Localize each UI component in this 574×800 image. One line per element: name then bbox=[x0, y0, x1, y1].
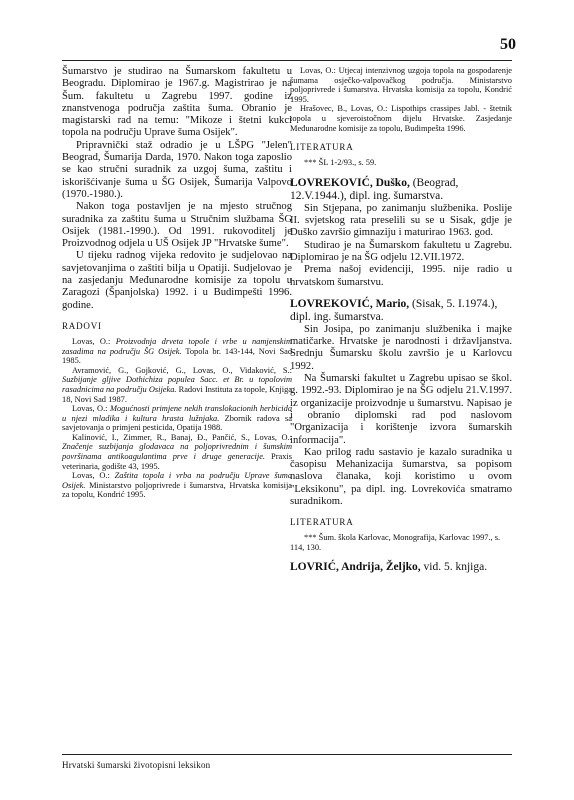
reference-item: Lovas, O.: Mogućnosti primjene nekih translokacionih herbicida u njezi mladika i kultura hrasta lužnjaka. Zbornik radova sa savjetovanja o primjeni pesticida, Opatija 1988. bbox=[62, 404, 293, 433]
bio-paragraph: U tijeku radnog vijeka redovito je sudjelovao na savjetovanjima o zaštiti bilja u Opatiji. Sudjelovao je na zasjedanju Međunarodne komisije za topolu u Zaragozi (Španjolska) 1992. i u Budimpešti 1996. godine. bbox=[62, 250, 292, 311]
literature-item: *** Šum. škola Karlovac, Monografija, Karlovac 1997., s. 114, 130. bbox=[290, 533, 501, 552]
bio-paragraph: Šumarstvo je studirao na Šumarskom fakultetu u Beogradu. Diplomirao je 1967.g. Magistrirao je na Šum. fakultetu u Zagrebu 1997. godine iz znanstvenoga područja zaštita šuma. Obranio je magistarski rad na temu: "Mikoze i štetni kukci topola na području Uprave šuma Osijek". bbox=[62, 66, 292, 139]
right-column bbox=[290, 66, 512, 574]
entry-paragraph: Sin Stjepana, po zanimanju službenika. Poslije II. svjetskog rata preselili su se u Sisak, gdje je Duško završio gimnaziju i maturirao 1963. god. bbox=[290, 202, 512, 239]
bio-paragraph: Pripravnički staž odradio je u LŠPG "Jelen" Beograd, Šumarija Darda, 1970. Nakon toga zaposlio se kao stručni suradnik za uzgoj šuma, zaštitu i iskorišćivanje šuma u ŠG Osijek, Šumarija Valpovo (1970.-1980.). bbox=[62, 139, 292, 200]
radovi-heading: RADOVI bbox=[62, 320, 102, 331]
reference-item: Lovas, O.: Utjecaj intenzivnog uzgoja topola na gospodarenje šumama osječko-valpovačkog područja. Ministarstvo poljoprivrede i šumarstva. Hrvatska komisija za topolu, Kondrić 1995. bbox=[290, 66, 513, 104]
left-column bbox=[62, 66, 292, 500]
reference-item: Lovas, O.: Proizvodnja drveta topole i vrbe u namjenskim zasadima na području ŠG Osijek. Topola br. 143-144, Novi Sad 1985. bbox=[62, 336, 293, 366]
literature-item: *** ŠL 1-2/93., s. 59. bbox=[304, 158, 377, 168]
reference-item: Avramović, G., Gojković, G., Lovas, O., Vidaković, S.: Suzbijanje gljive Dothichiza populea Sacc. et Br. u topolovim rasadnicima na području Osijeka. Radovi Instituta za topole, Knjiga 18, Novi Sad 1987. bbox=[62, 365, 292, 404]
header-rule bbox=[62, 60, 512, 61]
entry-paragraph: Sin Josipa, po zanimanju službenika i majke matičarke. Hrvatske je narodnosti i državljanstva. Srednju Šumarsku školu završio je u Karlovcu 1992. bbox=[290, 323, 512, 372]
entry-paragraph: Kao prilog radu sastavio je kazalo suradnika u časopisu Mehanizacija šumarstva, sa popisom naslova članaka, koji koristimo u ovom "Leksikonu", pa dipl. ing. Lovrekovića smatramo suradnikom. bbox=[290, 446, 512, 507]
entry-title: LOVRIĆ, Andrija, Željko, vid. 5. knjiga. bbox=[290, 561, 488, 574]
entry-paragraph: Prema našoj evidenciji, 1995. nije radio u hrvatskom šumarstvu. bbox=[290, 264, 512, 288]
page-number: 50 bbox=[500, 36, 516, 53]
reference-item: Lovas, O.: Zaštita topola i vrba na području Uprave šuma Osijek. Ministarstvo poljoprivrede i šumarstva, Hrvatska komisija za topolu, Kondrić 1995. bbox=[62, 471, 293, 500]
footer-rule bbox=[62, 754, 512, 755]
literatura-heading: LITERATURA bbox=[290, 517, 354, 528]
bio-paragraph: Nakon toga postavljen je na mjesto stručnog suradnika za zaštitu šuma u Stručnim službama ŠG Osijek (1981.-1990.). Od 1991. rukovoditelj je Proizvodnog odjela u UŠ Osijek JP "Hrvatske šume". bbox=[62, 201, 292, 250]
entry-title: LOVREKOVIĆ, Mario, (Sisak, 5. I.1974.), dipl. ing. šumarstva. bbox=[290, 297, 498, 323]
reference-item: Kalinović, I., Zimmer, R., Banaj, Đ., Pančić, S., Lovas, O.: Značenje suzbijanja glodavaca na poljoprivrednim i šumskim površinama antikoagulantima prve i druge generacije. Praxis veterinaria, godište 43, 1995. bbox=[62, 432, 292, 471]
literatura-heading: LITERATURA bbox=[290, 142, 354, 153]
footer-text: Hrvatski šumarski životopisni leksikon bbox=[62, 760, 211, 770]
reference-item: Hrašovec, B., Lovas, O.: Lispothips crassipes Jabl. - štetnik topola u sjeveroistočnom dijelu Hrvatske. Zasjedanje Međunarodne komisije za topolu, Budimpešta 1996. bbox=[290, 104, 512, 133]
entry-title: LOVREKOVIĆ, Duško, (Beograd, 12.V.1944.), dipl. ing. šumarstva. bbox=[290, 176, 459, 202]
entry-paragraph: Studirao je na Šumarskom fakultetu u Zagrebu. Diplomirao je na ŠG odjelu 12.VII.1972. bbox=[290, 239, 512, 263]
entry-paragraph: Na Šumarski fakultet u Zagrebu upisao se škol. g. 1992.-93. Diplomirao je na ŠG odjelu 21.V.1997. iz organizacije proizvodnje u šumarstvu. Napisao je i obranio diplomski rad pod naslovom "Organizacija i korištenje izvora šumarskih informacija". bbox=[290, 373, 512, 446]
